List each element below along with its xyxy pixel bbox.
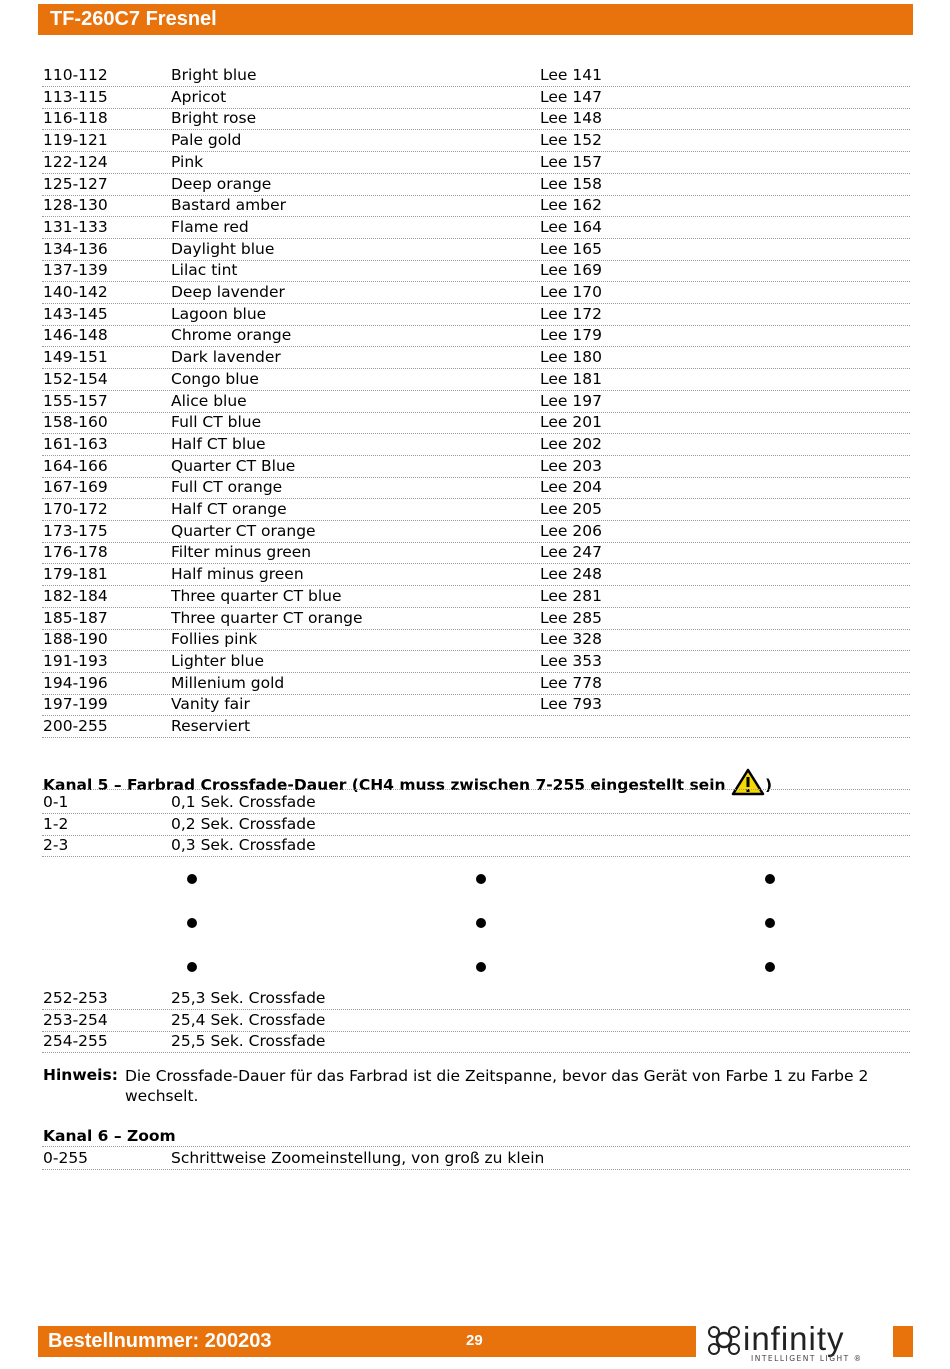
page-title: TF-260C7 Fresnel [50,8,217,30]
filter-cell: Lee 147 [540,87,602,106]
range-cell: 161-163 [43,434,108,453]
color-name-cell: Flame red [171,217,249,236]
table-row [42,542,910,564]
range-cell: 155-157 [43,391,108,410]
ellipsis-dot [187,962,197,972]
table-row [42,195,910,217]
table-row [42,716,910,738]
color-name-cell: Deep orange [171,174,272,193]
page-number: 29 [466,1332,483,1349]
range-cell: 0-255 [43,1149,89,1167]
footer-bar-end [893,1326,913,1357]
range-cell: 179-181 [43,565,108,584]
kanal6-title: Kanal 6 – Zoom [43,1127,176,1145]
filter-cell: Lee 204 [540,478,602,497]
filter-cell: Lee 157 [540,152,602,171]
table-row [42,792,910,814]
table-row [42,152,910,174]
table-row [42,499,910,521]
hint-text: Die Crossfade-Dauer für das Farbrad ist die Zeitspanne, bevor das Gerät von Farbe 1 zu Farbe 2 wechselt. [125,1067,869,1105]
kanal6-title-rule [42,1146,910,1147]
range-cell: 1-2 [43,814,69,833]
color-name-cell: Pink [171,152,204,171]
range-cell: 113-115 [43,87,108,106]
range-cell: 200-255 [43,717,108,735]
color-name-cell: Vanity fair [171,695,250,714]
value-cell: 0,3 Sek. Crossfade [171,836,316,855]
color-name-cell: Apricot [171,87,227,106]
filter-cell: Lee 172 [540,304,602,323]
range-cell: 253-254 [43,1010,108,1029]
logo-mark-icon [705,1320,743,1360]
order-number: Bestellnummer: 200203 [48,1330,272,1352]
range-cell: 119-121 [43,131,108,150]
table-row [42,304,910,326]
color-name-cell: Millenium gold [171,673,285,692]
filter-cell: Lee 164 [540,217,602,236]
filter-cell: Lee 248 [540,565,602,584]
range-cell: 167-169 [43,478,108,497]
color-name-cell: Lighter blue [171,651,265,670]
filter-cell: Lee 162 [540,196,602,215]
range-cell: 134-136 [43,239,108,258]
range-cell: 125-127 [43,174,108,193]
table-row [42,835,910,857]
value-cell: 25,3 Sek. Crossfade [171,989,326,1007]
range-cell: 182-184 [43,586,108,605]
range-cell: 122-124 [43,152,108,171]
range-cell: 110-112 [43,66,108,84]
table-row [42,629,910,651]
color-name-cell: Half CT blue [171,434,266,453]
value-cell: 0,1 Sek. Crossfade [171,793,316,811]
range-cell: 143-145 [43,304,108,323]
table-row [42,260,910,282]
range-cell: 188-190 [43,630,108,649]
table-row [42,456,910,478]
table-row [42,1010,910,1032]
table-row [42,282,910,304]
table-row [42,87,910,109]
color-name-cell: Filter minus green [171,543,312,562]
color-name-cell: Congo blue [171,369,259,388]
filter-cell: Lee 165 [540,239,602,258]
range-cell: 197-199 [43,695,108,714]
table-row [42,586,910,608]
hint-label: Hinweis: [43,1066,118,1084]
filter-cell: Lee 201 [540,413,602,432]
table-row [42,1031,910,1053]
range-cell: 149-151 [43,348,108,367]
value-cell: 25,4 Sek. Crossfade [171,1010,326,1029]
color-name-cell: Follies pink [171,630,258,649]
ellipsis-dot [765,874,775,884]
filter-cell: Lee 285 [540,608,602,627]
range-cell: 254-255 [43,1032,108,1051]
filter-cell: Lee 202 [540,434,602,453]
color-name-cell: Half minus green [171,565,304,584]
range-cell: 191-193 [43,651,108,670]
table-row [42,1148,910,1170]
color-name-cell: Deep lavender [171,283,285,301]
color-name-cell: Half CT orange [171,500,287,518]
ellipsis-dot [476,962,486,972]
footer-bar [38,1326,696,1357]
table-row [42,174,910,196]
table-row [42,108,910,130]
range-cell: 128-130 [43,196,108,215]
filter-cell: Lee 179 [540,326,602,345]
filter-cell: Lee 152 [540,131,602,150]
filter-cell: Lee 158 [540,174,602,193]
filter-cell: Lee 170 [540,283,602,301]
table-row [42,521,910,543]
filter-cell: Lee 205 [540,500,602,518]
filter-cell: Lee 181 [540,369,602,388]
filter-cell: Lee 778 [540,673,602,692]
table-row [42,694,910,716]
range-cell: 185-187 [43,608,108,627]
filter-cell: Lee 180 [540,348,602,367]
ellipsis-dot [187,874,197,884]
filter-cell: Lee 281 [540,586,602,605]
logo-subtext: INTELLIGENT LIGHT ® [751,1354,863,1363]
table-row [42,434,910,456]
table-row [42,239,910,261]
range-cell: 164-166 [43,456,108,475]
range-cell: 152-154 [43,369,108,388]
table-row [42,477,910,499]
range-cell: 173-175 [43,521,108,540]
table-row [42,325,910,347]
table-row [42,814,910,836]
filter-cell: Lee 353 [540,651,602,670]
table-row [42,347,910,369]
color-name-cell: Pale gold [171,131,242,150]
range-cell: 194-196 [43,673,108,692]
color-name-cell: Quarter CT orange [171,521,316,540]
filter-cell: Lee 247 [540,543,602,562]
kanal5-title-rule [42,789,910,790]
kanal5-title-end: ) [764,776,773,794]
ellipsis-dot [476,874,486,884]
ellipsis-dot [765,918,775,928]
range-cell: 137-139 [43,261,108,280]
color-name-cell: Full CT blue [171,413,262,432]
color-name-cell: Alice blue [171,391,247,410]
table-row [42,564,910,586]
filter-cell: Lee 206 [540,521,602,540]
filter-cell: Lee 203 [540,456,602,475]
table-row [42,673,910,695]
table-row [42,130,910,152]
table-row [42,391,910,413]
table-row [42,651,910,673]
color-name-cell: Quarter CT Blue [171,456,296,475]
color-name-cell: Daylight blue [171,239,275,258]
filter-cell: Lee 148 [540,109,602,128]
table-row [42,65,910,87]
infinity-logo [703,1318,888,1364]
color-name-cell: Full CT orange [171,478,283,497]
color-name-cell: Three quarter CT blue [171,586,342,605]
kanal5-title-text: Kanal 5 – Farbrad Crossfade-Dauer (CH4 muss zwischen 7-255 eingestellt sein [43,776,726,794]
filter-cell: Lee 169 [540,261,602,280]
ellipsis-dot [476,918,486,928]
ellipsis-dot [187,918,197,928]
color-name-cell: Chrome orange [171,326,292,345]
color-name-cell: Bastard amber [171,196,286,215]
filter-cell: Lee 793 [540,695,602,714]
table-row [42,608,910,630]
range-cell: 2-3 [43,836,69,855]
range-cell: 158-160 [43,413,108,432]
table-row [42,369,910,391]
range-cell: 140-142 [43,283,108,301]
filter-cell: Lee 328 [540,630,602,649]
ellipsis-dot [765,962,775,972]
filter-cell: Lee 197 [540,391,602,410]
range-cell: 170-172 [43,500,108,518]
value-cell: Schrittweise Zoomeinstellung, von groß zu klein [171,1149,545,1167]
range-cell: 252-253 [43,989,108,1007]
color-name-cell: Bright rose [171,109,257,128]
range-cell: 176-178 [43,543,108,562]
filter-cell: Lee 141 [540,66,602,84]
range-cell: 116-118 [43,109,108,128]
value-cell: 25,5 Sek. Crossfade [171,1032,326,1051]
header-bar [38,4,913,35]
color-name-cell: Reserviert [171,717,251,735]
table-row [42,217,910,239]
range-cell: 146-148 [43,326,108,345]
range-cell: 131-133 [43,217,108,236]
color-name-cell: Three quarter CT orange [171,608,363,627]
value-cell: 0,2 Sek. Crossfade [171,814,316,833]
color-name-cell: Lilac tint [171,261,238,280]
color-name-cell: Bright blue [171,66,257,84]
table-row [42,988,910,1010]
range-cell: 0-1 [43,793,69,811]
table-row [42,412,910,434]
logo-wordmark: infinity [743,1320,845,1357]
color-name-cell: Lagoon blue [171,304,267,323]
color-name-cell: Dark lavender [171,348,281,367]
